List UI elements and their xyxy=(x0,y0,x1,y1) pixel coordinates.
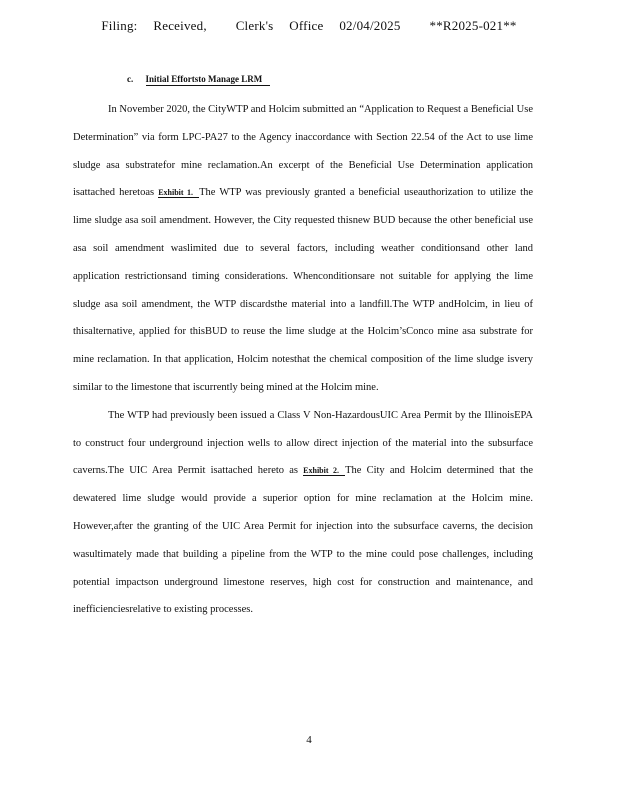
paragraph2-text-end: The City and Holcim determined that the dewatered lime sludge would provide a superior option for mine reclamation at the Holcim mine. However,after the granting of the UIC Area Permit for injection into the subsurface caverns, the decision wasultimately made that building a pipeline from the WTP to the mine could pose challenges, including potential impactson underground limestone reserves, high cost for construction and maintenance, and inefficienciesrelative to existing processes. xyxy=(73,465,534,616)
header-office: Office xyxy=(289,18,324,33)
filing-header xyxy=(0,18,618,34)
section-heading xyxy=(127,74,270,86)
page-number: 4 xyxy=(306,734,312,746)
header-docket: **R2025-021** xyxy=(429,18,517,33)
header-received: Received, xyxy=(153,18,207,33)
paragraph1-text-start: In November 2020, the CityWTP and Holcim submitted an “Application to Request a Beneficial Use Determination” via form LPC-PA27 to the Agency inaccordance with Section 22.54 of the Act to use lime sludge asa substratefor mine reclamation.An excerpt of the Beneficial Use Determination application isattached heretoas xyxy=(73,104,533,199)
section-label: c. xyxy=(127,74,134,84)
paragraph1-text-end: The WTP was previously granted a beneficial useauthorization to utilize the lime sludge asa soil amendment. However, the City requested thisnew BUD because the other beneficial use asa soil amendment waslimited due to several factors, including weather conditionsand other land application restrictionsand timing considerations. Whenconditionsare not suitable for applying the lime sludge asa soil amendment, the WTP discardsthe material into a landfill.The WTP andHolcim, in lieu of thisalternative, applied for thisBUD to reuse the lime sludge at the Holcim’sConco mine asa substrate for mine reclamation. In that application, Holcim notesthat the chemical composition of the lime sludge isvery similar to the limestone that iscurrently being mined at the Holcim mine. xyxy=(73,187,534,393)
exhibit-2-link[interactable]: Exhibit 2. xyxy=(303,466,345,476)
exhibit-1-link[interactable]: Exhibit 1. xyxy=(158,188,199,198)
paragraph-bud-application xyxy=(73,96,533,402)
header-clerks: Clerk's xyxy=(235,18,274,33)
header-date: 02/04/2025 xyxy=(339,18,401,33)
paragraph2-text-start: The WTP had previously been issued a Class V Non-HazardousUIC Area Permit by the IllinoisEPA to construct four underground injection wells to allow direct injection of the material into the subsurface caverns.The UIC Area Permit isattached hereto as xyxy=(73,409,533,477)
section-title: Initial Effortsto Manage LRM xyxy=(146,74,271,86)
paragraph-uic-permit xyxy=(73,402,533,624)
document-body xyxy=(73,96,533,624)
header-filing: Filing: xyxy=(101,18,138,33)
